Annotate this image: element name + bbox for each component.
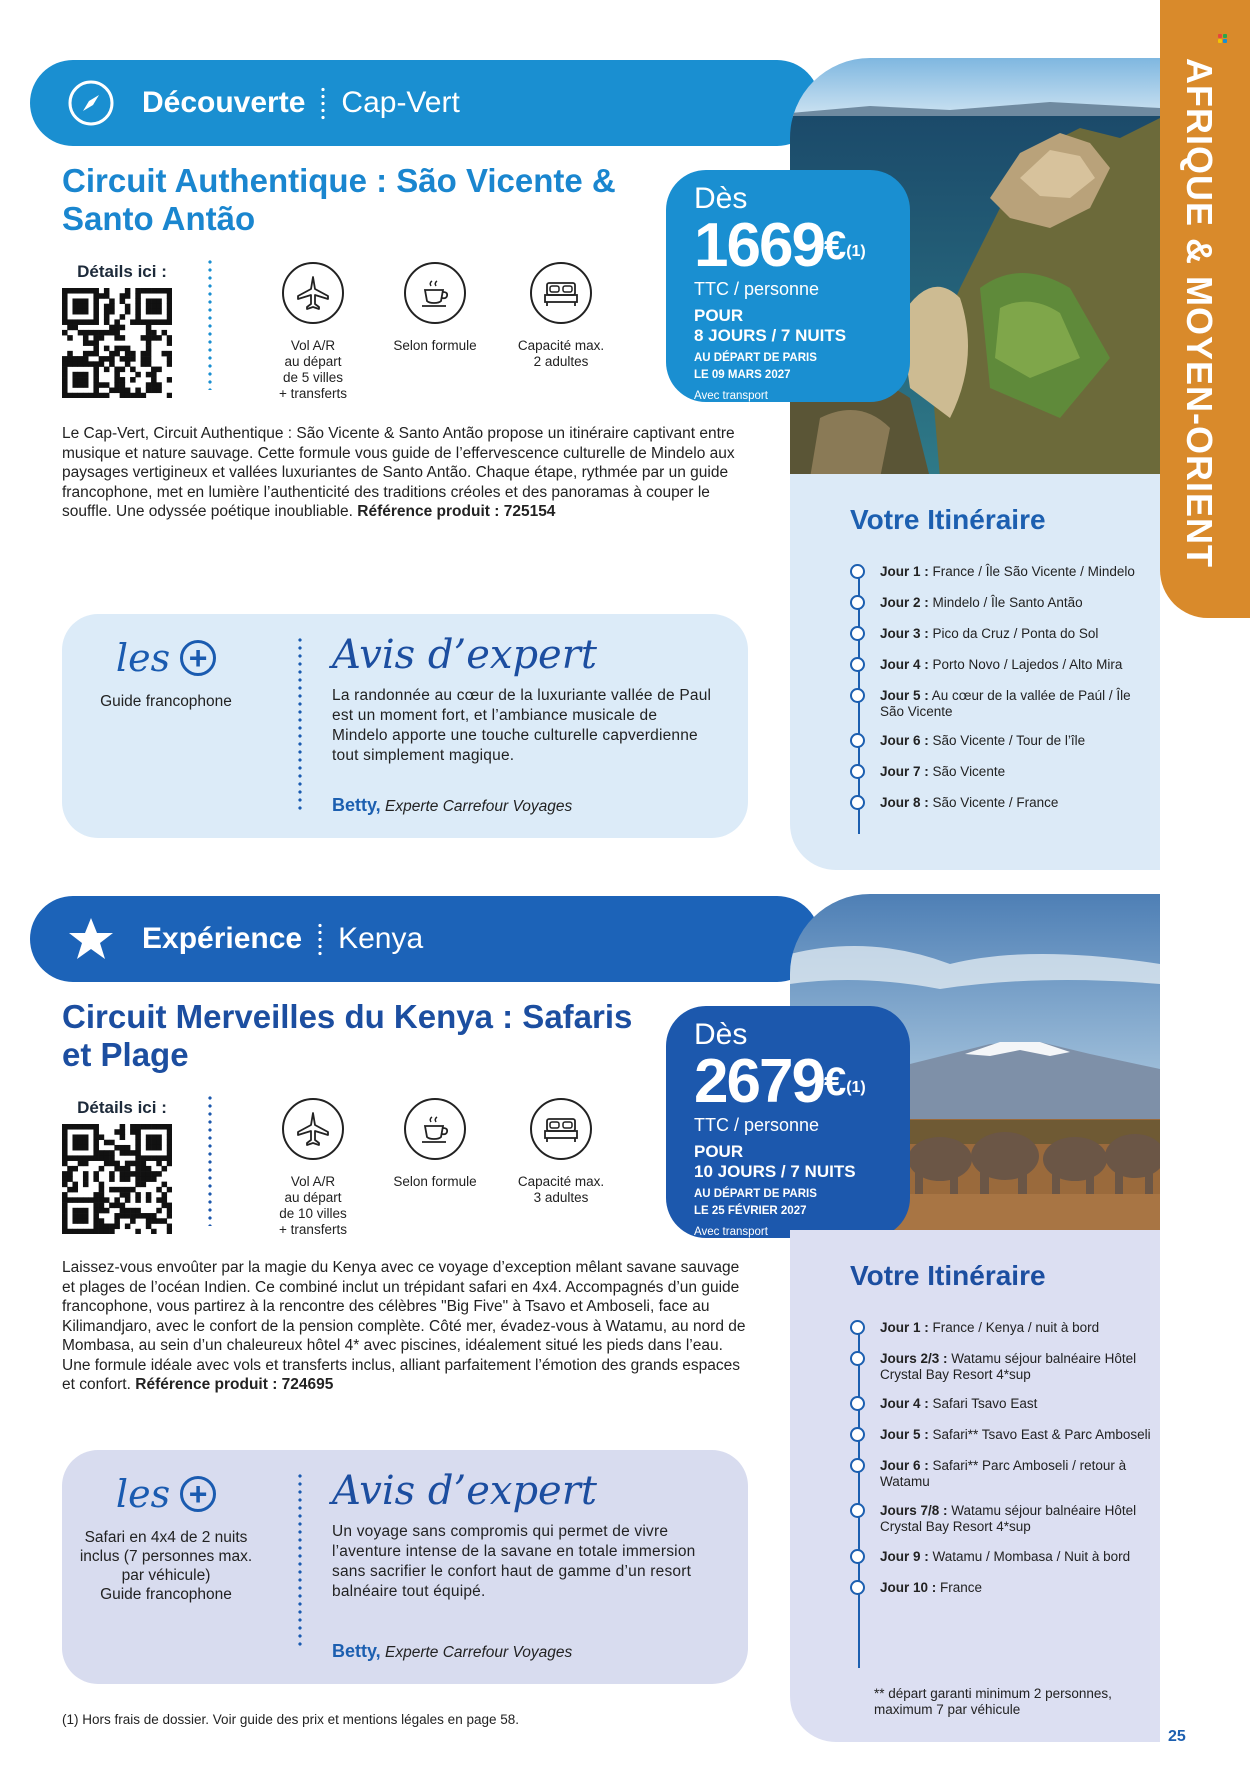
- itinerary-panel: [790, 474, 1160, 870]
- feature-text: Vol A/R au départ de 10 villes + transferts: [279, 1174, 347, 1237]
- avis-text: Un voyage sans compromis qui permet de vivre l’aventure intense de la savane en totale immersion sans sacrifier le confort haut de gamme d’un resort balnéaire tout équipé.: [332, 1523, 696, 1600]
- price-transport: Avec transport: [694, 390, 768, 402]
- itinerary-day-label: Jour 5 :: [880, 688, 929, 703]
- itinerary-day-text: Porto Novo / Lajedos / Alto Mira: [932, 657, 1123, 672]
- plus-icon: +: [180, 640, 216, 676]
- itinerary-day: [852, 1320, 1152, 1336]
- offer-kenya: [0, 836, 1160, 1756]
- itinerary-day-text: Safari** Parc Amboseli / retour à Watamu: [880, 1458, 1127, 1489]
- qr-block[interactable]: [62, 262, 182, 398]
- itinerary-day: [852, 595, 1152, 611]
- price-badge: [666, 170, 910, 402]
- price-pour: POUR 10 JOURS / 7 NUITS: [694, 1142, 856, 1181]
- itinerary-day: [852, 1427, 1152, 1443]
- feature-text: Capacité max. 3 adultes: [517, 1174, 605, 1205]
- price-amount: $2679^{€(1)}$: [694, 1047, 866, 1116]
- itinerary-day: [852, 1549, 1152, 1565]
- price-prefix: Dès: [694, 1018, 748, 1051]
- itinerary-day-text: France / Kenya / nuit à bord: [932, 1320, 1100, 1335]
- region-label: AFRIQUE & MOYEN-ORIENT: [1179, 58, 1220, 569]
- itinerary-day-text: France / Île São Vicente / Mindelo: [932, 564, 1135, 579]
- itinerary-day: [852, 1503, 1152, 1535]
- region-side-tab: [1160, 0, 1250, 618]
- itinerary-day-text: France: [940, 1580, 983, 1595]
- itinerary-day-label: Jour 3 :: [880, 626, 929, 641]
- destination-label: Kenya: [338, 922, 424, 955]
- feature-meals: [370, 1098, 500, 1190]
- offer-description: Laissez-vous envoûter par la magie du Kenya avec ce voyage d’exception mêlant savane sauvage et plages de l’océan Indien. Ce combiné inclut un trépidant safari en 4x4. Accompagnés d’un guide francophone, vous partirez à la rencontre des célèbres "Big Five" à Tsavo et Amboseli, face au Kilimandjaro, avec le confort de la pension complète. Côté mer, évadez-vous à Watamu, au nord de Mombasa, au sein d’un chaleureux hôtel 4* avec piscines, idéalement situé les pieds dans l’eau. Une formule idéale avec vols et transferts inclus, alliant parfaitement l’émotion des grands espaces et confort. Référence produit : 724695: [62, 1259, 746, 1393]
- itinerary-day-text: São Vicente: [932, 764, 1006, 779]
- itinerary-day-label: Jour 7 :: [880, 764, 929, 779]
- page-number: 25: [1168, 1728, 1186, 1745]
- itinerary-day-label: Jour 5 :: [880, 1427, 929, 1442]
- itinerary-day-text: São Vicente / France: [932, 795, 1059, 810]
- itinerary-day: [852, 1458, 1152, 1490]
- cup-icon: [404, 1098, 466, 1160]
- itinerary-day-label: Jour 1 :: [880, 564, 929, 579]
- plane-icon: [282, 1098, 344, 1160]
- plus-label: les: [115, 1472, 171, 1516]
- price-departure: AU DÉPART DE PARIS LE 25 FÉVRIER 2027: [694, 1188, 817, 1217]
- itinerary-day-text: Watamu séjour balnéaire Hôtel Crystal Bay Resort 4*sup: [880, 1351, 1137, 1382]
- itinerary-day-text: São Vicente / Tour de l’île: [932, 733, 1086, 748]
- bed-icon: [530, 262, 592, 324]
- itinerary-day-label: Jour 4 :: [880, 657, 929, 672]
- itinerary-day: [852, 626, 1152, 642]
- qr-code-icon[interactable]: [62, 288, 172, 398]
- feature-text: Selon formule: [393, 1174, 477, 1189]
- avis-text: La randonnée au cœur de la luxuriante vallée de Paul est un moment fort, et l’ambiance musicale de Mindelo apporte une touche culturelle capverdienne tout simplement magique.: [332, 687, 712, 764]
- footnote: (1) Hors frais de dossier. Voir guide des prix et mentions légales en page 58.: [62, 1712, 520, 1727]
- expert-signature: Betty, Experte Carrefour Voyages: [332, 1641, 573, 1661]
- plus-column: [76, 636, 256, 711]
- price-departure: AU DÉPART DE PARIS LE 09 MARS 2027: [694, 352, 817, 381]
- expert-signature: Betty, Experte Carrefour Voyages: [332, 795, 573, 815]
- itinerary-day-label: Jour 1 :: [880, 1320, 929, 1335]
- offer-title: Circuit Merveilles du Kenya : Safaris et Plage: [62, 998, 633, 1073]
- compass-icon: [66, 78, 116, 128]
- itinerary-day-label: Jour 4 :: [880, 1396, 929, 1411]
- plus-icon: +: [180, 1476, 216, 1512]
- price-per: TTC / personne: [694, 279, 820, 299]
- price-pour: POUR 8 JOURS / 7 NUITS: [694, 306, 847, 345]
- star-icon: [66, 914, 116, 964]
- itinerary-note: ** départ garanti minimum 2 personnes, maximum 7 par véhicule: [874, 1686, 1112, 1717]
- category-label: Expérience: [142, 922, 303, 955]
- itinerary-title: Votre Itinéraire: [850, 504, 1046, 535]
- itinerary-day-label: Jour 6 :: [880, 1458, 929, 1473]
- avis-title: Avis d’expert: [332, 632, 597, 678]
- itinerary-day-label: Jours 7/8 :: [880, 1503, 948, 1518]
- feature-text: Capacité max. 2 adultes: [517, 338, 605, 369]
- itinerary-panel: [790, 1230, 1160, 1742]
- itinerary-day-text: Safari** Tsavo East & Parc Amboseli: [932, 1427, 1151, 1442]
- itinerary-day: [852, 688, 1152, 720]
- offer-description: Le Cap-Vert, Circuit Authentique : São Vicente & Santo Antão propose un itinéraire captivant entre musique et nature sauvage. Cette formule vous guide de l’effervescence culturelle de Mindelo aux paysages vertigineux et vallées luxuriantes de Santo Antão. Chaque étape, rythmée par un guide francophone, met en lumière l’authenticité des traditions créoles et des panoramas à couper le souffle. Une odyssée poétique inoubliable. Référence produit : 725154: [62, 425, 735, 520]
- offer-cap-vert: [0, 0, 1160, 880]
- feature-flight: [248, 262, 378, 402]
- price-badge: [666, 1006, 910, 1238]
- itinerary-day-label: Jour 8 :: [880, 795, 929, 810]
- banner-separator: [321, 86, 325, 120]
- itinerary-day: [852, 1396, 1152, 1412]
- price-amount: $1669^{€(1)}$: [694, 211, 866, 280]
- plane-icon: [282, 262, 344, 324]
- bed-icon: [530, 1098, 592, 1160]
- plus-label: les: [115, 636, 171, 680]
- category-label: Découverte: [142, 86, 306, 119]
- itinerary-day-text: Au cœur de la vallée de Paúl / Île São Vicente: [880, 688, 1131, 719]
- expert-box: [62, 614, 748, 838]
- itinerary-day: [852, 733, 1152, 749]
- expert-separator: [298, 1472, 302, 1648]
- expert-separator: [298, 636, 302, 812]
- qr-label: Détails ici :: [77, 262, 167, 281]
- price-transport: Avec transport: [694, 1226, 768, 1238]
- avis-title: Avis d’expert: [332, 1468, 597, 1514]
- destination-label: Cap-Vert: [341, 86, 460, 119]
- plus-column: [76, 1472, 256, 1604]
- itinerary-day: [852, 564, 1152, 580]
- expert-box: [62, 1450, 748, 1684]
- plus-items: Safari en 4x4 de 2 nuits inclus (7 personnes max. par véhicule) Guide francophone: [79, 1529, 253, 1603]
- category-banner: [30, 896, 820, 982]
- itinerary-day: [852, 1351, 1152, 1383]
- itinerary-day-label: Jour 9 :: [880, 1549, 929, 1564]
- itinerary-day-text: Safari Tsavo East: [932, 1396, 1038, 1411]
- offer-title: Circuit Authentique : São Vicente & Santo Antão: [62, 162, 616, 237]
- feature-capacity: [496, 1098, 626, 1206]
- category-banner: [30, 60, 820, 146]
- feature-text: Vol A/R au départ de 5 villes + transferts: [279, 338, 347, 401]
- price-per: TTC / personne: [694, 1115, 820, 1135]
- itinerary-title: Votre Itinéraire: [850, 1260, 1046, 1291]
- itinerary-day-text: Mindelo / Île Santo Antão: [932, 595, 1083, 610]
- itinerary-day-label: Jour 6 :: [880, 733, 929, 748]
- itinerary-day-text: Watamu / Mombasa / Nuit à bord: [932, 1549, 1131, 1564]
- qr-label: Détails ici :: [77, 1098, 167, 1117]
- decorative-dots: [1218, 34, 1228, 44]
- itinerary-day-label: Jour 2 :: [880, 595, 929, 610]
- itinerary-day-label: Jour 10 :: [880, 1580, 937, 1595]
- itinerary-day: [852, 657, 1152, 673]
- features-separator: [208, 1094, 212, 1226]
- banner-separator: [318, 922, 322, 956]
- cup-icon: [404, 262, 466, 324]
- itinerary-day-label: Jours 2/3 :: [880, 1351, 948, 1366]
- itinerary-day-text: Watamu séjour balnéaire Hôtel Crystal Bay Resort 4*sup: [880, 1503, 1137, 1534]
- qr-code-icon[interactable]: [62, 1124, 172, 1234]
- feature-meals: [370, 262, 500, 354]
- plus-items: Guide francophone: [100, 693, 232, 710]
- itinerary-day: [852, 764, 1152, 780]
- itinerary-day-text: Pico da Cruz / Ponta do Sol: [932, 626, 1099, 641]
- itinerary-day: [852, 795, 1152, 811]
- itinerary-day: [852, 1580, 1152, 1596]
- feature-capacity: [496, 262, 626, 370]
- qr-block[interactable]: [62, 1098, 182, 1234]
- feature-flight: [248, 1098, 378, 1238]
- features-separator: [208, 258, 212, 390]
- price-prefix: Dès: [694, 182, 748, 215]
- feature-text: Selon formule: [393, 338, 477, 353]
